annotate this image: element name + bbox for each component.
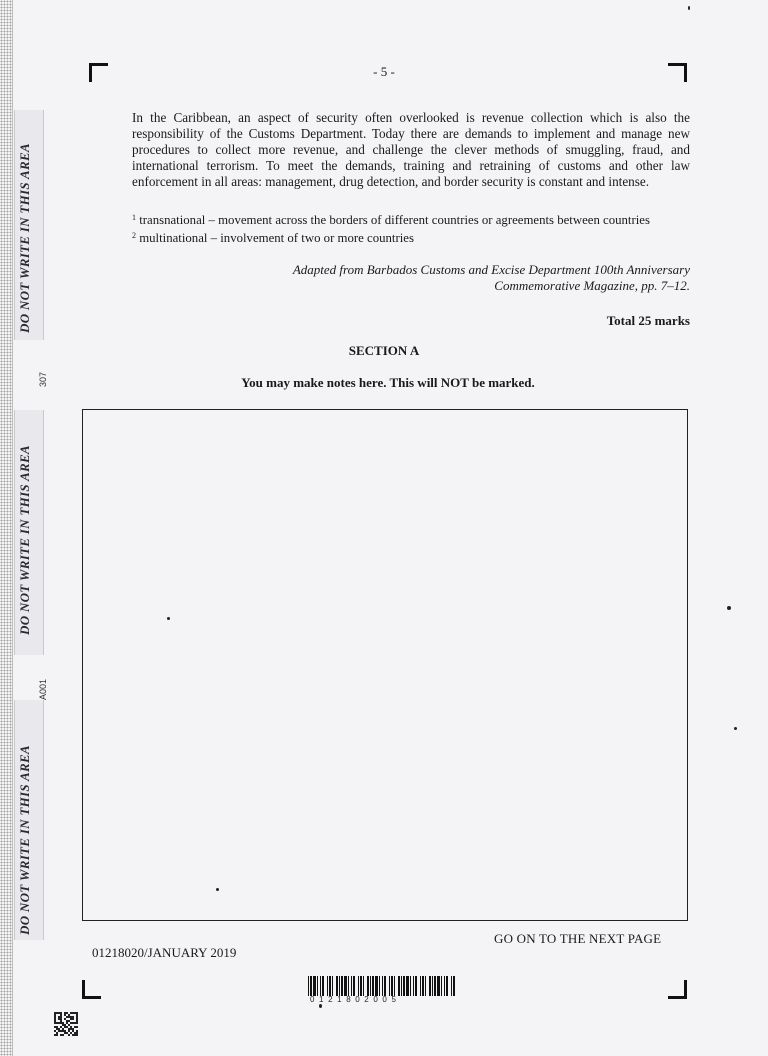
barcode-bar <box>446 976 448 996</box>
qr-module <box>60 1020 62 1022</box>
qr-module <box>64 1030 66 1032</box>
barcode-bar <box>348 976 349 996</box>
barcode-bar <box>310 976 312 996</box>
qr-module <box>74 1022 76 1024</box>
scan-speck <box>319 1004 322 1008</box>
qr-module <box>68 1034 70 1036</box>
next-page-note: GO ON TO THE NEXT PAGE <box>494 931 662 946</box>
qr-module <box>60 1030 62 1032</box>
qr-module <box>76 1018 78 1020</box>
barcode-bar <box>308 976 309 996</box>
notes-box[interactable] <box>82 409 688 921</box>
barcode-bar <box>444 976 445 996</box>
qr-module <box>54 1026 56 1028</box>
total-marks: Total 25 marks <box>606 313 690 328</box>
qr-module <box>76 1032 78 1034</box>
barcode-bar <box>353 976 355 996</box>
qr-module <box>54 1016 56 1018</box>
barcode-bar <box>429 976 431 996</box>
qr-module <box>72 1012 74 1014</box>
scan-speck <box>734 727 737 730</box>
scan-speck <box>167 617 170 620</box>
qr-module <box>64 1014 66 1016</box>
barcode-bar <box>367 976 369 996</box>
qr-module <box>66 1026 68 1028</box>
barcode-bar <box>332 976 333 996</box>
page-number: - 5 - <box>373 64 395 79</box>
qr-module <box>76 1030 78 1032</box>
barcode-bar <box>434 976 436 996</box>
barcode-bar <box>339 976 340 996</box>
footnote-text: multinational – involvement of two or more countries <box>139 231 414 245</box>
barcode-bar <box>401 976 402 996</box>
qr-module <box>60 1018 62 1020</box>
qr-module <box>56 1022 58 1024</box>
qr-module <box>62 1024 64 1026</box>
barcode-bar <box>341 976 343 996</box>
qr-module <box>56 1026 58 1028</box>
margin-warning-top: DO NOT WRITE IN THIS AREA <box>17 143 32 333</box>
qr-module <box>58 1022 60 1024</box>
qr-module <box>66 1032 68 1034</box>
qr-module <box>66 1020 68 1022</box>
barcode-bar <box>451 976 452 996</box>
qr-module <box>62 1022 64 1024</box>
qr-module <box>62 1030 64 1032</box>
barcode-bar <box>389 976 390 996</box>
margin-code-top: 307 <box>38 371 48 387</box>
qr-module <box>70 1028 72 1030</box>
margin-edge-line <box>12 0 13 1056</box>
qr-module <box>62 1028 64 1030</box>
qr-module <box>76 1026 78 1028</box>
qr-module <box>76 1022 78 1024</box>
qr-module <box>58 1016 60 1018</box>
qr-module <box>60 1022 62 1024</box>
barcode-bar <box>422 976 424 996</box>
footnote-text: transnational – movement across the borders of different countries or agreements between countries <box>139 213 650 227</box>
barcode-bar <box>327 976 328 996</box>
qr-module <box>54 1022 56 1024</box>
barcode-bar <box>398 976 400 996</box>
margin-code-bottom: A001 <box>38 678 48 700</box>
footnote-2 <box>132 228 692 246</box>
footnote-marker: 2 <box>132 231 136 240</box>
qr-module <box>54 1034 56 1036</box>
barcode-bar <box>403 976 405 996</box>
barcode-digits: 0121802005 <box>310 995 401 1004</box>
notes-instruction: You may make notes here. This will NOT be marked. <box>241 375 535 390</box>
barcode-bar <box>410 976 411 996</box>
qr-module <box>58 1012 60 1014</box>
qr-module <box>68 1016 70 1018</box>
barcode-bar <box>370 976 371 996</box>
barcode-bar <box>415 976 417 996</box>
qr-module <box>66 1022 68 1024</box>
barcode-bar <box>320 976 321 996</box>
scan-speck <box>216 888 219 891</box>
qr-module <box>76 1034 78 1036</box>
qr-module <box>76 1020 78 1022</box>
barcode-bar <box>372 976 374 996</box>
qr-module <box>72 1022 74 1024</box>
qr-module <box>74 1026 76 1028</box>
corner-mark-bottom-left <box>82 980 101 999</box>
qr-module <box>74 1034 76 1036</box>
barcode-bar <box>322 976 324 996</box>
barcode-bar <box>425 976 426 996</box>
barcode-bar <box>432 976 433 996</box>
scan-speck <box>688 6 690 10</box>
qr-module <box>72 1034 74 1036</box>
qr-module <box>54 1012 56 1014</box>
qr-module <box>76 1014 78 1016</box>
qr-module <box>64 1024 66 1026</box>
qr-module <box>74 1012 76 1014</box>
section-title: SECTION A <box>348 343 420 358</box>
barcode-bar <box>441 976 442 996</box>
qr-code-icon <box>54 1012 78 1036</box>
source-citation <box>220 262 690 294</box>
qr-module <box>66 1016 68 1018</box>
footnote-marker: 1 <box>132 213 136 222</box>
barcode-bar <box>363 976 364 996</box>
paper-code: 01218020/JANUARY 2019 <box>92 945 237 960</box>
barcode-bar <box>453 976 455 996</box>
qr-module <box>76 1012 78 1014</box>
qr-module <box>72 1016 74 1018</box>
footnotes <box>132 210 692 246</box>
barcode-bar <box>406 976 409 996</box>
qr-module <box>70 1022 72 1024</box>
barcode-bar <box>437 976 440 996</box>
qr-module <box>60 1034 62 1036</box>
qr-module <box>60 1012 62 1014</box>
barcode-bar <box>379 976 380 996</box>
qr-module <box>64 1032 66 1034</box>
qr-module <box>68 1030 70 1032</box>
qr-module <box>54 1020 56 1022</box>
barcode-bar <box>344 976 347 996</box>
barcode-bar <box>329 976 331 996</box>
barcode-bar <box>413 976 414 996</box>
qr-module <box>70 1012 72 1014</box>
qr-module <box>68 1014 70 1016</box>
qr-module <box>54 1014 56 1016</box>
barcode-bar <box>420 976 421 996</box>
qr-module <box>64 1026 66 1028</box>
source-line-1: Adapted from Barbados Customs and Excise Department 100th Anniversary <box>292 262 690 277</box>
qr-module <box>54 1018 56 1020</box>
source-line-2: Commemorative Magazine, pp. 7–12. <box>494 278 690 293</box>
qr-module <box>72 1018 74 1020</box>
barcode-bar <box>336 976 338 996</box>
qr-module <box>72 1028 74 1030</box>
margin-warning-middle: DO NOT WRITE IN THIS AREA <box>17 445 32 635</box>
qr-module <box>74 1032 76 1034</box>
barcode-bar <box>360 976 362 996</box>
qr-module <box>58 1018 60 1020</box>
qr-module <box>58 1028 60 1030</box>
qr-module <box>76 1016 78 1018</box>
barcode-bar <box>391 976 393 996</box>
qr-module <box>68 1020 70 1022</box>
barcode-bar <box>317 976 318 996</box>
barcode <box>308 976 456 996</box>
qr-module <box>68 1024 70 1026</box>
qr-module <box>60 1026 62 1028</box>
qr-module <box>60 1016 62 1018</box>
qr-module <box>70 1016 72 1018</box>
passage-paragraph: In the Caribbean, an aspect of security often overlooked is revenue collection which is also the responsibility of the Customs Department. Today there are demands to implement and manage new procedures to collect more revenue, and challenge the clever methods of smuggling, fraud, and international terrorism. To meet the demands, training and retraining of customs and other law enforcement in all areas: management, drug detection, and border security is constant and intense. <box>132 110 690 189</box>
qr-module <box>64 1018 66 1020</box>
scan-speck <box>727 606 731 610</box>
barcode-bar <box>382 976 383 996</box>
barcode-bar <box>375 976 378 996</box>
barcode-bar <box>394 976 395 996</box>
qr-module <box>68 1028 70 1030</box>
qr-module <box>56 1028 58 1030</box>
barcode-bar <box>384 976 386 996</box>
barcode-bar <box>351 976 352 996</box>
qr-module <box>56 1032 58 1034</box>
qr-module <box>58 1030 60 1032</box>
qr-module <box>54 1030 56 1032</box>
qr-module <box>72 1030 74 1032</box>
barcode-bar <box>358 976 359 996</box>
barcode-bar <box>313 976 316 996</box>
qr-module <box>62 1034 64 1036</box>
qr-module <box>56 1034 58 1036</box>
footnote-1 <box>132 210 692 228</box>
qr-module <box>64 1012 66 1014</box>
qr-module <box>56 1012 58 1014</box>
margin-dot-pattern <box>0 0 12 1056</box>
corner-mark-bottom-right <box>668 980 687 999</box>
qr-module <box>66 1012 68 1014</box>
qr-module <box>70 1032 72 1034</box>
margin-warning-bottom: DO NOT WRITE IN THIS AREA <box>17 745 32 935</box>
qr-module <box>70 1018 72 1020</box>
qr-module <box>70 1026 72 1028</box>
qr-module <box>60 1014 62 1016</box>
